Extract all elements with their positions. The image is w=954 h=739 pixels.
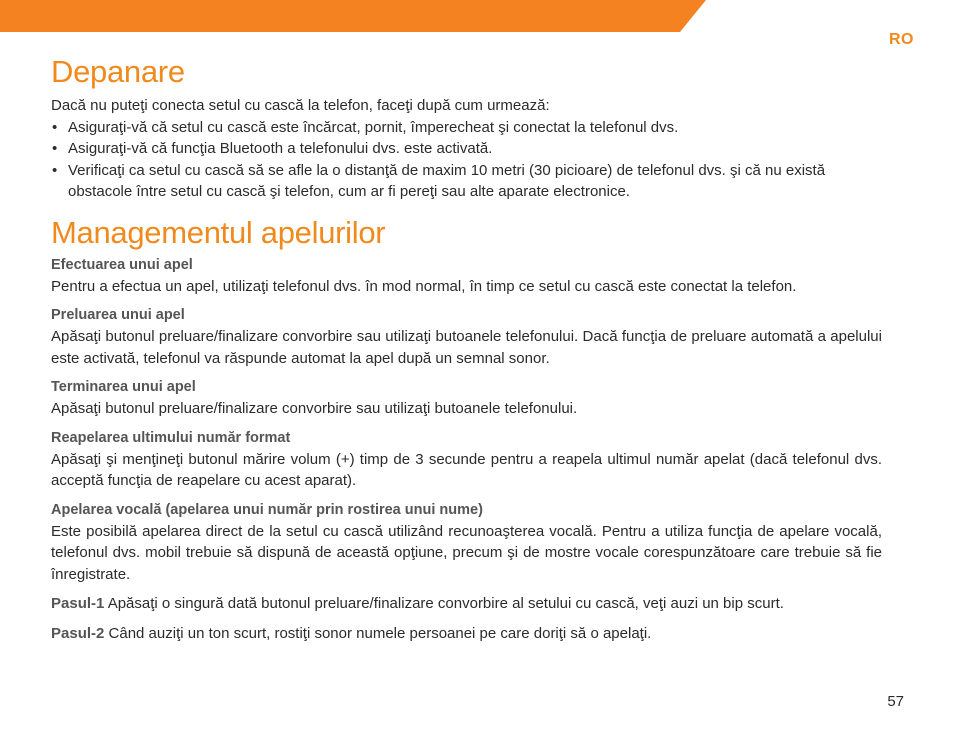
section-make-call [51, 255, 882, 298]
section-body: Este posibilă apelarea direct de la setul cu cască utilizând recunoaşterea vocală. Pentru a utiliza funcţia de apelare vocală, telefonul dvs. mobil trebuie să dispună de această opţiune, precum şi de mostre vocale corespunzătoare care trebuie să fie înregistrate. [51, 522, 882, 583]
header-orange-bar [0, 0, 954, 32]
call-management-title: Managementul apelurilor [51, 214, 386, 250]
section-redial [51, 428, 882, 492]
step-label: Pasul-2 [51, 624, 105, 642]
troubleshooting-intro: Dacă nu puteţi conecta setul cu cască la telefon, faceţi după cum urmează: [51, 97, 550, 114]
list-item [51, 117, 882, 139]
section-title: Reapelarea ultimului număr format [51, 429, 291, 446]
section-title: Preluarea unui apel [51, 307, 185, 323]
section-body: Apăsaţi butonul preluare/finalizare convorbire sau utilizaţi butoanele telefonului. Dacă funcţia de preluare automată a apelului este activată, telefonul va răspunde automat la apel după un semnal sonor. [51, 328, 882, 367]
step-2 [51, 623, 882, 645]
section-body: Apăsaţi butonul preluare/finalizare convorbire sau utilizaţi butoanele telefonului. [51, 400, 578, 417]
list-item [51, 138, 882, 160]
troubleshooting-title: Depanare [51, 54, 185, 89]
section-voice-dial [51, 500, 882, 586]
step-text: Când auziţi un ton scurt, rostiţi sonor numele persoanei pe care doriţi să o apelaţi. [104, 624, 652, 642]
step-text: Apăsaţi o singură dată butonul preluare/finalizare convorbire al setului cu cască, veţi auzi un bip scurt. [104, 595, 784, 612]
troubleshooting-list [51, 117, 882, 203]
section-title: Efectuarea unui apel [51, 256, 193, 273]
bullet-icon: • [52, 140, 58, 157]
section-body: Pentru a efectua un apel, utilizaţi telefonul dvs. în mod normal, în timp ce setul cu cască este conectat la telefon. [51, 277, 797, 295]
section-title: Apelarea vocală (apelarea unui număr prin rostirea unui nume) [51, 501, 483, 518]
section-body: Apăsaţi şi menţineţi butonul mărire volum (+) timp de 3 secunde pentru a reapela ultimul număr apelat (dacă telefonul dvs. acceptă funcţia de reapelare cu acest aparat). [51, 450, 882, 489]
bullet-icon: • [52, 118, 58, 136]
page-content [51, 52, 882, 644]
section-end-call [51, 377, 882, 420]
list-item-text: Asiguraţi-vă că funcţia Bluetooth a telefonului dvs. este activată. [68, 140, 493, 157]
list-item [51, 160, 882, 203]
list-item-text: Asiguraţi-vă că setul cu cască este încărcat, pornit, împerecheat şi conectat la telefonul dvs. [68, 118, 679, 136]
page-number: 57 [887, 693, 904, 710]
section-answer-call [51, 305, 882, 369]
language-code: RO [889, 31, 914, 48]
section-title: Terminarea unui apel [51, 379, 196, 395]
step-label: Pasul-1 [51, 595, 105, 612]
bullet-icon: • [52, 161, 58, 179]
list-item-text: Verificaţi ca setul cu cască să se afle la o distanţă de maxim 10 metri (30 picioare) de telefonul dvs. şi că nu există obstacole între setul cu cască şi telefon, cum ar fi pereţi sau alte aparate electronice. [68, 161, 826, 200]
step-1 [51, 593, 882, 615]
